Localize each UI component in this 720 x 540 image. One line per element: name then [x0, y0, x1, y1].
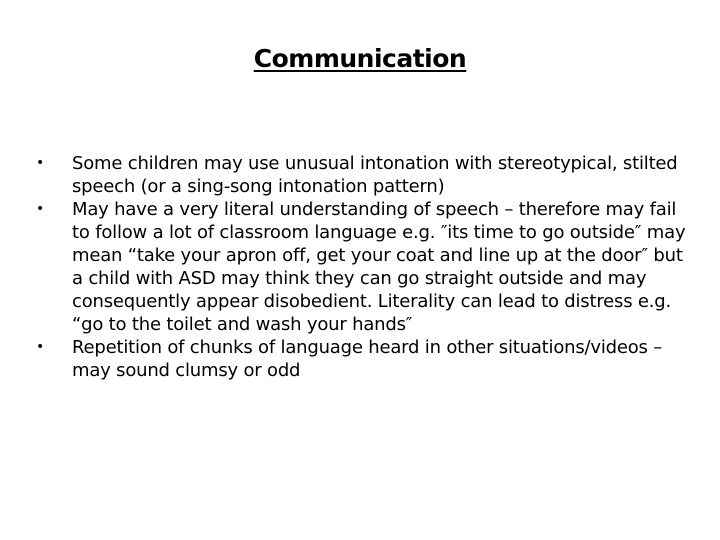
bullet-text: May have a very literal understanding of speech – therefore may fail to follow a lot of classroom language e.g. ″its time to go outside″ may mean “take your apron off, get your coat and line up at the door″ but a child with ASD may think they can go straight outside and may consequently appear disobedient. Literality can lead to distress e.g. “go to the toilet and wash your hands″ — [72, 199, 686, 335]
bullet-icon: • — [36, 339, 45, 355]
slide-title: Communication — [253, 44, 467, 73]
bullet-icon: • — [36, 155, 45, 171]
bullet-text: Repetition of chunks of language heard in other situations/videos – may sound clumsy or odd — [72, 337, 663, 381]
bullet-item — [36, 198, 686, 336]
bullet-list — [36, 152, 686, 382]
bullet-icon: • — [36, 201, 45, 217]
bullet-item — [36, 336, 686, 382]
bullet-item — [36, 152, 686, 198]
bullet-text: Some children may use unusual intonation with stereotypical, stilted speech (or a sing-song intonation pattern) — [72, 153, 678, 197]
